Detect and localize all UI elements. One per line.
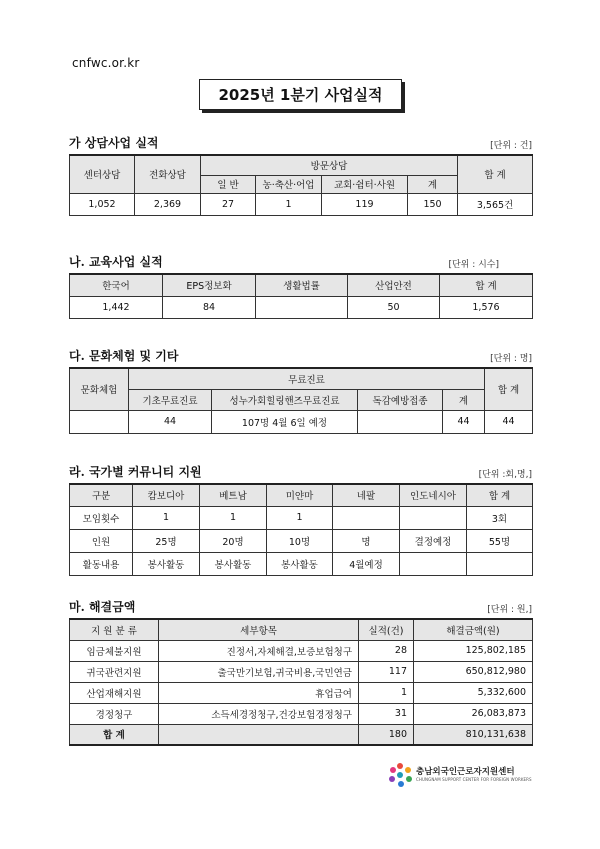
header-cell: 한국어 [70,274,163,296]
value-cell [333,506,400,529]
resolution-unit: [단위 : 원,] [487,605,532,615]
footer-logo [388,762,538,788]
value-cell: 150 [408,193,458,215]
amount-cell: 26,083,873 [414,703,533,724]
resolution-title: 마. 해결금액 [69,600,136,614]
header-cell: 산업안전 [348,274,440,296]
value-cell: 3회 [467,506,533,529]
row-label: 경정청구 [70,703,159,724]
header-cell: 구분 [70,484,133,506]
counseling-unit: [단위 : 건] [490,141,532,151]
count-cell: 1 [359,682,414,703]
value-cell: 3,565건 [458,193,533,215]
value-cell: 봉사활동 [200,552,267,575]
count-cell: 31 [359,703,414,724]
community-table [69,483,533,576]
header-cell: 지 원 분 류 [70,619,159,640]
header-total: 합 계 [458,155,533,193]
value-cell: 25명 [133,529,200,552]
value-cell: 44 [485,410,533,433]
amount-cell: 650,812,980 [414,661,533,682]
value-cell: 1,576 [440,296,533,318]
header-cell: 실적(건) [359,619,414,640]
value-cell [467,552,533,575]
amount-cell: 125,802,185 [414,640,533,661]
value-cell: 1,442 [70,296,163,318]
org-name-en: CHUNGNAM SUPPORT CENTER FOR FOREIGN WORKERS [416,777,532,783]
header-phone: 전화상담 [135,155,201,193]
counseling-title: 가 상담사업 실적 [69,136,159,150]
sub-header: 기초무료진료 [129,389,212,410]
page-title: 2025년 1분기 사업실적 [199,79,402,110]
education-title: 나. 교육사업 실적 [69,255,163,269]
value-cell: 봉사활동 [267,552,333,575]
header-visit: 방문상담 [201,155,458,175]
detail-cell: 진정서,자체해결,보증보험청구 [159,640,359,661]
value-cell: 20명 [200,529,267,552]
value-cell: 결정예정 [400,529,467,552]
row-label: 인원 [70,529,133,552]
org-logo-icon [388,763,412,787]
header-free-clinic: 무료진료 [129,368,485,389]
row-label: 활동내용 [70,552,133,575]
detail-cell: 소득세경정청구,건강보험경정청구 [159,703,359,724]
value-cell: 1 [133,506,200,529]
row-label: 귀국관련지원 [70,661,159,682]
value-cell: 55명 [467,529,533,552]
education-table [69,273,533,319]
row-label: 모임횟수 [70,506,133,529]
value-cell: 27 [201,193,256,215]
resolution-table [69,618,533,746]
culture-section [69,346,532,434]
value-cell: 2,369 [135,193,201,215]
value-cell: 봉사활동 [133,552,200,575]
header-culture: 문화체험 [70,368,129,410]
header-cell: 세부항목 [159,619,359,640]
amount-cell: 5,332,600 [414,682,533,703]
header-cell: 합 계 [467,484,533,506]
value-cell: 1 [267,506,333,529]
count-cell: 117 [359,661,414,682]
org-name: 충남외국인근로자지원센터 [416,766,515,777]
row-label: 산업재해지원 [70,682,159,703]
header-cell: 네팔 [333,484,400,506]
detail-cell: 출국만기보험,귀국비용,국민연금 [159,661,359,682]
site-url: cnfwc.or.kr [72,56,140,70]
education-section [69,252,532,319]
value-cell [256,296,348,318]
total-amount: 810,131,638 [414,724,533,745]
sub-header: 성누가회힐링핸즈무료진료 [212,389,358,410]
header-cell: 베트남 [200,484,267,506]
value-cell: 107명 4월 6일 예정 [212,410,358,433]
value-cell [400,552,467,575]
culture-table [69,367,533,434]
value-cell: 명 [333,529,400,552]
value-cell: 44 [129,410,212,433]
value-cell: 1 [256,193,322,215]
counseling-table [69,154,533,216]
education-unit: [단위 : 시수] [448,260,499,270]
culture-title: 다. 문화체험 및 기타 [69,349,179,363]
header-total: 합 계 [485,368,533,410]
value-cell [70,410,129,433]
header-cell: 캄보디아 [133,484,200,506]
sub-header: 교회·쉼터·사원 [322,175,408,193]
header-center: 센터상담 [70,155,135,193]
value-cell [358,410,443,433]
detail-cell: 휴업급여 [159,682,359,703]
community-section [69,462,532,576]
sub-header: 계 [443,389,485,410]
header-cell: 인도네시아 [400,484,467,506]
header-cell: 합 계 [440,274,533,296]
community-title: 라. 국가별 커뮤니티 지원 [69,465,202,479]
header-cell: EPS정보화 [163,274,256,296]
community-unit: [단위 :회,명,] [478,470,532,480]
value-cell: 119 [322,193,408,215]
value-cell: 4월예정 [333,552,400,575]
total-detail [159,724,359,745]
header-cell: 생활법률 [256,274,348,296]
value-cell: 44 [443,410,485,433]
header-cell: 해결금액(원) [414,619,533,640]
row-label: 임금체불지원 [70,640,159,661]
value-cell: 1 [200,506,267,529]
total-count: 180 [359,724,414,745]
sub-header: 계 [408,175,458,193]
value-cell [400,506,467,529]
count-cell: 28 [359,640,414,661]
counseling-section [69,133,532,216]
culture-unit: [단위 : 명] [490,354,532,364]
value-cell: 10명 [267,529,333,552]
total-label: 합 계 [70,724,159,745]
value-cell: 1,052 [70,193,135,215]
sub-header: 일 반 [201,175,256,193]
value-cell: 84 [163,296,256,318]
sub-header: 독감예방접종 [358,389,443,410]
value-cell: 50 [348,296,440,318]
sub-header: 농·축산·어업 [256,175,322,193]
resolution-section [69,597,532,746]
header-cell: 미얀마 [267,484,333,506]
